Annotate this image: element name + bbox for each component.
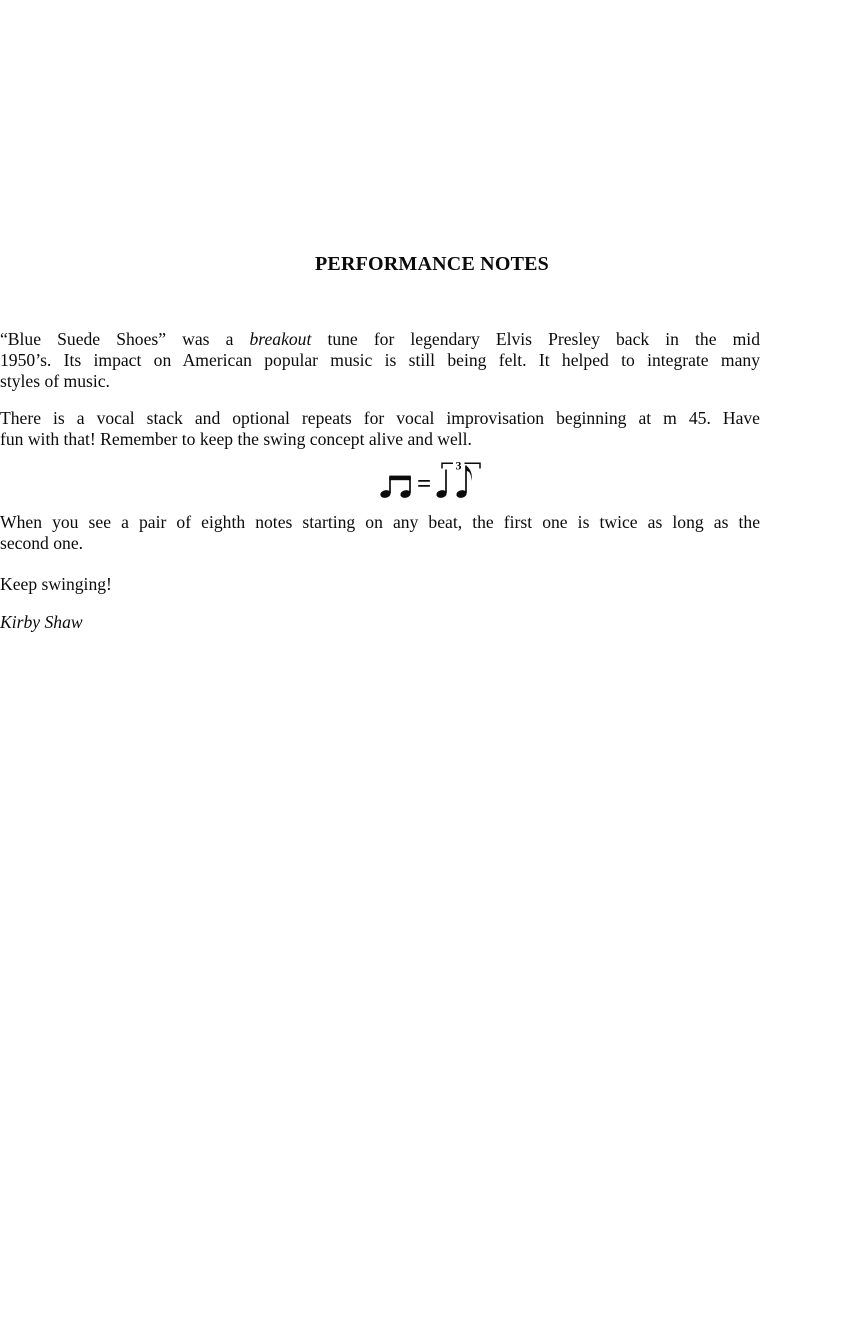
paragraph-vocal-stack	[0, 408, 760, 450]
paragraph-eighth-notes	[0, 512, 760, 554]
closing-line: Keep swinging!	[0, 574, 112, 594]
equals-sign: =	[417, 470, 432, 498]
para2-line-2: fun with that! Remember to keep the swing concept alive and well.	[0, 429, 472, 449]
para1-line1-pre: “Blue Suede Shoes” was a	[0, 329, 250, 349]
swing-notation-svg	[379, 460, 483, 500]
para1-line1-post: tune for legendary Elvis Presley back in the mid	[311, 329, 760, 349]
page-title: PERFORMANCE NOTES	[315, 253, 549, 275]
para1-line-3: styles of music.	[0, 371, 110, 391]
signature: Kirby Shaw	[0, 612, 83, 632]
triplet-quarter-note-icon	[436, 470, 448, 499]
beamed-eighth-notes-icon	[380, 476, 412, 499]
paragraph-intro	[0, 329, 760, 392]
para1-line-2: 1950’s. Its impact on American popular music is still being felt. It helped to integrate many	[0, 350, 760, 370]
triplet-number: 3	[455, 460, 462, 473]
swing-notation-figure	[47, 460, 807, 500]
para3-line-1: When you see a pair of eighth notes starting on any beat, the first one is twice as long as the	[0, 512, 760, 532]
para1-line-1	[0, 329, 760, 350]
para3-line-2: second one.	[0, 533, 84, 553]
para1-line1-italic-word: breakout	[249, 329, 312, 349]
para2-line-1: There is a vocal stack and optional repeats for vocal improvisation beginning at m 45. Have	[0, 408, 760, 428]
